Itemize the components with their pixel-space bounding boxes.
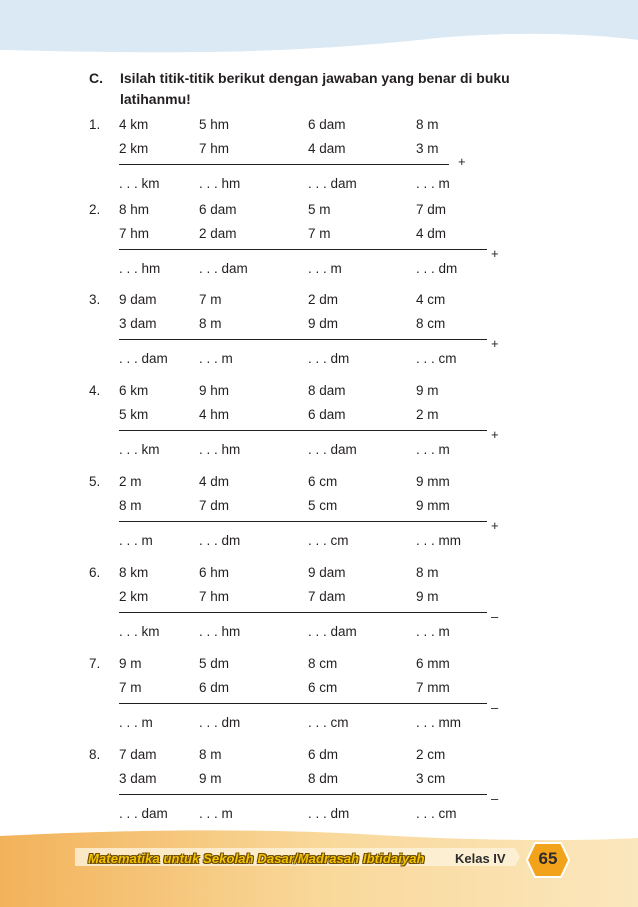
measurement-value: 6 cm — [308, 680, 338, 695]
measurement-value: 7 dm — [199, 498, 230, 513]
measurement-value: 5 dm — [199, 656, 230, 671]
answer-blank: . . . dam — [308, 176, 357, 191]
measurement-value: 6 dm — [199, 680, 230, 695]
measurement-value: 4 km — [119, 117, 149, 132]
measurement-value: 4 dam — [308, 141, 346, 156]
sum-line — [119, 703, 487, 704]
problem-number: 2. — [89, 202, 101, 217]
measurement-value: 3 cm — [416, 771, 446, 786]
measurement-value: 8 m — [416, 117, 439, 132]
measurement-value: 5 cm — [308, 498, 338, 513]
operator-sign: + — [491, 427, 499, 442]
sum-line — [119, 794, 487, 795]
measurement-value: 9 m — [199, 771, 222, 786]
measurement-value: 2 dam — [199, 226, 237, 241]
problem-number: 1. — [89, 117, 101, 132]
measurement-value: 4 hm — [199, 407, 230, 422]
measurement-value: 7 m — [199, 292, 222, 307]
measurement-value: 8 km — [119, 565, 149, 580]
answer-blank: . . . cm — [416, 806, 457, 821]
answer-blank: . . . km — [119, 176, 160, 191]
problem-4 — [89, 383, 509, 473]
problem-5 — [89, 474, 509, 564]
measurement-value: 7 hm — [119, 226, 150, 241]
answer-blank: . . . m — [416, 176, 450, 191]
header-wave-decoration — [0, 0, 638, 70]
measurement-value: 9 m — [119, 656, 142, 671]
problem-3 — [89, 292, 509, 382]
measurement-value: 9 mm — [416, 474, 450, 489]
measurement-value: 6 cm — [308, 474, 338, 489]
answer-blank: . . . dm — [416, 261, 458, 276]
sum-line — [119, 249, 487, 250]
problem-1 — [89, 117, 509, 207]
problem-number: 3. — [89, 292, 101, 307]
problem-number: 7. — [89, 656, 101, 671]
operator-sign: + — [491, 246, 499, 261]
measurement-value: 4 dm — [199, 474, 230, 489]
measurement-value: 7 dam — [119, 747, 157, 762]
answer-blank: . . . cm — [308, 715, 349, 730]
measurement-value: 6 hm — [199, 565, 230, 580]
answer-blank: . . . m — [199, 351, 233, 366]
problem-2 — [89, 202, 509, 292]
measurement-value: 9 hm — [199, 383, 230, 398]
sum-line — [119, 612, 487, 613]
answer-blank: . . . dm — [308, 351, 350, 366]
measurement-value: 9 dm — [308, 316, 339, 331]
problem-8 — [89, 747, 509, 837]
measurement-value: 6 dam — [308, 117, 346, 132]
answer-blank: . . . hm — [199, 624, 241, 639]
measurement-value: 2 km — [119, 141, 149, 156]
problem-number: 8. — [89, 747, 101, 762]
measurement-value: 2 dm — [308, 292, 339, 307]
answer-blank: . . . hm — [199, 176, 241, 191]
measurement-value: 2 m — [416, 407, 439, 422]
measurement-value: 8 m — [119, 498, 142, 513]
measurement-value: 2 km — [119, 589, 149, 604]
section-letter: C. — [89, 70, 103, 86]
operator-sign: – — [491, 609, 499, 624]
measurement-value: 6 km — [119, 383, 149, 398]
footer-grade: Kelas IV — [455, 851, 506, 866]
measurement-value: 8 dam — [308, 383, 346, 398]
problem-number: 4. — [89, 383, 101, 398]
measurement-value: 9 dam — [119, 292, 157, 307]
problem-6 — [89, 565, 509, 655]
answer-blank: . . . cm — [416, 351, 457, 366]
problem-7 — [89, 656, 509, 746]
answer-blank: . . . km — [119, 442, 160, 457]
answer-blank: . . . hm — [199, 442, 241, 457]
answer-blank: . . . dam — [199, 261, 248, 276]
measurement-value: 7 dm — [416, 202, 447, 217]
measurement-value: 2 cm — [416, 747, 446, 762]
measurement-value: 8 m — [199, 316, 222, 331]
answer-blank: . . . dam — [308, 624, 357, 639]
measurement-value: 8 hm — [119, 202, 150, 217]
answer-blank: . . . dm — [199, 533, 241, 548]
measurement-value: 8 m — [199, 747, 222, 762]
page-number: 65 — [538, 849, 558, 868]
operator-sign: + — [491, 518, 499, 533]
measurement-value: 8 cm — [308, 656, 338, 671]
footer-book-title: Matematika untuk Sekolah Dasar/Madrasah Ibtidaiyah — [88, 851, 425, 866]
measurement-value: 2 m — [119, 474, 142, 489]
measurement-value: 5 m — [308, 202, 331, 217]
measurement-value: 3 dam — [119, 316, 157, 331]
sum-line — [119, 164, 449, 165]
answer-blank: . . . mm — [416, 715, 461, 730]
operator-sign: – — [491, 700, 499, 715]
sum-line — [119, 339, 487, 340]
measurement-value: 7 dam — [308, 589, 346, 604]
measurement-value: 5 hm — [199, 117, 230, 132]
answer-blank: . . . dm — [199, 715, 241, 730]
sum-line — [119, 521, 487, 522]
measurement-value: 7 hm — [199, 141, 230, 156]
measurement-value: 9 dam — [308, 565, 346, 580]
answer-blank: . . . m — [416, 624, 450, 639]
answer-blank: . . . mm — [416, 533, 461, 548]
operator-sign: + — [458, 154, 466, 169]
operator-sign: + — [491, 336, 499, 351]
measurement-value: 8 cm — [416, 316, 446, 331]
answer-blank: . . . m — [119, 715, 153, 730]
measurement-value: 6 dam — [308, 407, 346, 422]
measurement-value: 6 dam — [199, 202, 237, 217]
measurement-value: 3 m — [416, 141, 439, 156]
measurement-value: 6 dm — [308, 747, 339, 762]
measurement-value: 6 mm — [416, 656, 450, 671]
measurement-value: 7 hm — [199, 589, 230, 604]
answer-blank: . . . dam — [119, 806, 168, 821]
answer-blank: . . . m — [416, 442, 450, 457]
measurement-value: 7 m — [119, 680, 142, 695]
measurement-value: 8 m — [416, 565, 439, 580]
sum-line — [119, 430, 487, 431]
measurement-value: 4 cm — [416, 292, 446, 307]
answer-blank: . . . m — [119, 533, 153, 548]
measurement-value: 7 m — [308, 226, 331, 241]
measurement-value: 7 mm — [416, 680, 450, 695]
answer-blank: . . . dam — [119, 351, 168, 366]
measurement-value: 9 m — [416, 383, 439, 398]
problem-number: 5. — [89, 474, 101, 489]
answer-blank: . . . dam — [308, 442, 357, 457]
instruction-text: Isilah titik-titik berikut dengan jawaban yang benar di buku latihanmu! — [120, 70, 510, 107]
measurement-value: 3 dam — [119, 771, 157, 786]
measurement-value: 9 m — [416, 589, 439, 604]
answer-blank: . . . m — [308, 261, 342, 276]
measurement-value: 5 km — [119, 407, 149, 422]
answer-blank: . . . hm — [119, 261, 161, 276]
answer-blank: . . . km — [119, 624, 160, 639]
measurement-value: 8 dm — [308, 771, 339, 786]
answer-blank: . . . dm — [308, 806, 350, 821]
measurement-value: 9 mm — [416, 498, 450, 513]
operator-sign: – — [491, 791, 499, 806]
measurement-value: 4 dm — [416, 226, 447, 241]
answer-blank: . . . m — [199, 806, 233, 821]
answer-blank: . . . cm — [308, 533, 349, 548]
problem-number: 6. — [89, 565, 101, 580]
